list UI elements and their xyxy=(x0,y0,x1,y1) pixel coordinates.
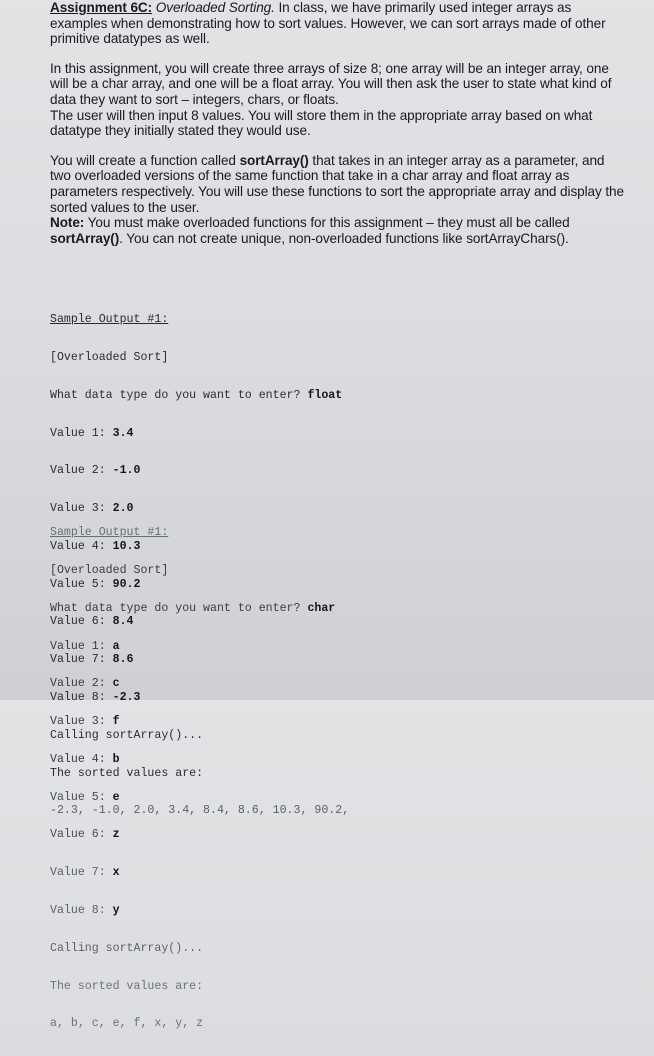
value-label: Value 2: xyxy=(50,677,113,691)
value-input: 10.3 xyxy=(112,539,141,553)
function-post: that takes in an integer array as a parameter, and two overloaded versions of the same function that take in a char array and float array as parameters respectively. You will use these functions to sort the appropriate array and display the sorted values to the user. xyxy=(50,152,624,215)
value-input: 8.4 xyxy=(112,615,134,629)
value-label: Value 2: xyxy=(50,464,113,478)
value-input: 2.0 xyxy=(112,502,134,516)
value-label: Value 7: xyxy=(50,866,113,880)
note-function-name: sortArray() xyxy=(50,230,120,246)
value-line xyxy=(50,754,610,767)
value-label: Value 4: xyxy=(50,752,113,766)
value-input: b xyxy=(112,752,120,766)
value-line xyxy=(50,641,610,654)
console-header: [Overloaded Sort] xyxy=(50,350,169,364)
value-input: e xyxy=(112,790,120,804)
calling-line: Calling sortArray()... xyxy=(50,728,204,742)
function-paragraph xyxy=(50,153,625,247)
sample-output-2 xyxy=(50,502,610,1056)
value-input: z xyxy=(112,828,120,842)
value-label: Value 3: xyxy=(50,502,113,516)
function-pre: You will create a function called xyxy=(50,152,240,168)
prompt-answer: float xyxy=(307,388,343,402)
console-header: [Overloaded Sort] xyxy=(50,563,169,577)
value-input: c xyxy=(112,677,120,691)
value-input: 3.4 xyxy=(112,426,134,440)
value-label: Value 8: xyxy=(50,691,113,704)
value-line xyxy=(50,829,610,842)
assignment-p2: The user will then input 8 values. You will store them in the appropriate array based on what datatype they initially stated they would use. xyxy=(50,107,593,139)
value-label: Value 4: xyxy=(50,539,113,553)
value-line xyxy=(50,716,610,729)
value-input: a xyxy=(112,639,120,653)
assignment-label: Assignment 6C: xyxy=(50,0,153,15)
prompt-answer: char xyxy=(307,601,336,615)
value-line xyxy=(50,905,610,918)
value-line xyxy=(50,678,610,691)
assignment-paragraph xyxy=(50,61,625,139)
value-label: Value 5: xyxy=(50,790,113,804)
calling-line: Calling sortArray()... xyxy=(50,941,204,955)
value-input: -1.0 xyxy=(112,464,141,478)
value-label: Value 7: xyxy=(50,653,113,667)
note-post: . You can not create unique, non-overloaded functions like sortArrayChars(). xyxy=(119,230,569,246)
value-label: Value 5: xyxy=(50,577,113,591)
value-label: Value 1: xyxy=(50,426,113,440)
note-pre: You must make overloaded functions for this assignment – they must all be called xyxy=(84,215,570,231)
intro-text: In class, we have primarily used integer arrays as examples when demonstrating how to sort values. However, we can sort arrays made of other primitive datatypes as well. xyxy=(50,0,606,47)
assignment-title: Overloaded Sorting. xyxy=(155,0,275,15)
note-label: Note: xyxy=(50,215,85,231)
sorted-values: a, b, c, e, f, x, y, z xyxy=(50,1017,204,1031)
value-line xyxy=(50,428,610,441)
function-name: sortArray() xyxy=(239,152,309,168)
sorted-values: -2.3, -1.0, 2.0, 3.4, 8.4, 8.6, 10.3, 90.2, xyxy=(50,804,350,818)
value-line xyxy=(50,465,610,478)
value-input: y xyxy=(112,904,120,917)
sorted-label: The sorted values are: xyxy=(50,979,204,993)
value-label: Value 6: xyxy=(50,828,113,842)
assignment-p1: In this assignment, you will create three arrays of size 8; one array will be an integer array, one will be a char array, and one will be a float array. You will then ask the user to state what kind of data they want to sort – integers, chars, or floats. xyxy=(50,60,612,107)
sample-output-title: Sample Output #1: xyxy=(50,526,169,540)
sample-output-title: Sample Output #1: xyxy=(50,313,169,327)
value-input: 90.2 xyxy=(112,577,141,591)
value-label: Value 6: xyxy=(50,615,113,629)
value-input: -2.3 xyxy=(112,691,141,704)
value-label: Value 8: xyxy=(50,904,113,917)
value-line xyxy=(50,867,610,880)
console-prompt xyxy=(50,390,610,403)
value-label: Value 3: xyxy=(50,715,113,729)
value-input: f xyxy=(112,715,120,729)
value-input: x xyxy=(112,866,120,880)
value-line xyxy=(50,792,610,805)
value-label: Value 1: xyxy=(50,639,113,653)
sorted-label: The sorted values are: xyxy=(50,766,204,780)
prompt-text: What data type do you want to enter? xyxy=(50,601,308,615)
assignment-text xyxy=(50,0,625,260)
value-input: 8.6 xyxy=(112,653,134,667)
intro-paragraph xyxy=(50,0,625,47)
console-prompt xyxy=(50,603,610,616)
prompt-text: What data type do you want to enter? xyxy=(50,388,308,402)
